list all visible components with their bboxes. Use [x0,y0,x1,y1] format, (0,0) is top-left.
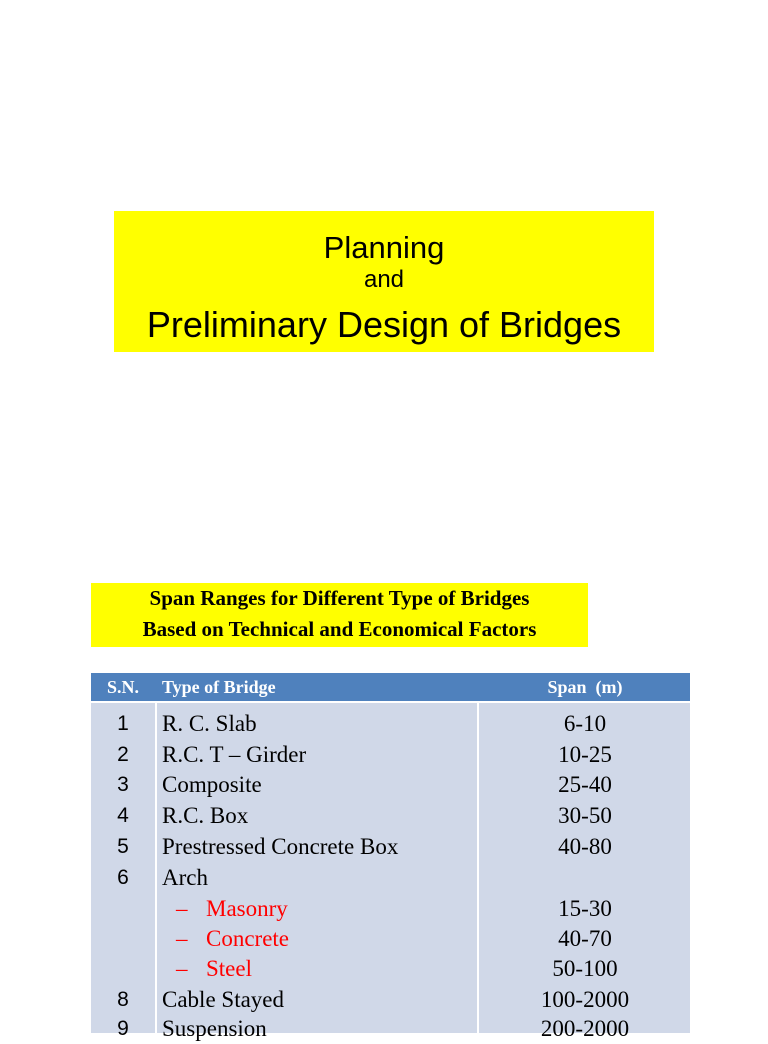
row-sn: 3 [117,773,129,796]
row-type: R.C. T – Girder [162,742,307,767]
caption-line-2: Based on Technical and Economical Factors [142,617,537,641]
row-span: 40-70 [558,926,612,951]
table-row [91,739,690,770]
row-span: 50-100 [552,956,618,981]
row-type [176,923,289,954]
row-type: Arch [162,865,208,890]
row-type: Composite [162,772,262,797]
table-row [91,800,690,831]
dash-bullet: – [176,956,188,981]
header-type: Type of Bridge [162,677,276,697]
row-sn: 6 [117,866,129,889]
row-sn: 9 [117,1017,129,1040]
row-sn: 8 [117,988,129,1011]
title-preliminary-design: Preliminary Design of Bridges [146,304,622,345]
table-header [91,673,690,703]
table-row [91,708,690,739]
row-type [176,953,252,984]
title-banner [114,211,654,352]
row-type: R. C. Slab [162,711,257,736]
row-type: Cable Stayed [162,987,284,1012]
title-planning: Planning [323,230,445,265]
row-span: 15-30 [558,896,612,921]
title-and: and [363,266,405,293]
row-sn: 5 [117,835,129,858]
dash-bullet: – [176,926,188,951]
row-sn: 4 [117,804,129,827]
row-span: 25-40 [558,772,612,797]
table-row [91,984,690,1015]
table-row [91,1013,690,1044]
row-span: 200-2000 [540,1016,630,1041]
row-span: 100-2000 [540,987,630,1012]
table-row [91,862,690,893]
dash-bullet: – [176,896,188,921]
row-type-label: Masonry [206,896,288,921]
table-caption [91,583,588,647]
header-sn: S.N. [106,677,139,697]
span-ranges-table [91,673,690,1041]
caption-line-1: Span Ranges for Different Type of Bridges [149,586,530,610]
table-row [91,769,690,800]
table-row [91,953,690,984]
row-type [176,893,288,924]
table-row [91,831,690,862]
row-span: 30-50 [558,803,612,828]
row-sn: 1 [117,712,129,735]
row-type: R.C. Box [162,803,249,828]
header-span: Span (m) [547,677,623,697]
row-type: Suspension [162,1016,267,1041]
row-span: 40-80 [558,834,612,859]
row-type-label: Steel [206,956,252,981]
row-span: 6-10 [563,711,607,736]
row-span: 10-25 [558,742,612,767]
row-type: Prestressed Concrete Box [162,834,399,859]
row-sn: 2 [117,743,129,766]
row-type-label: Concrete [206,926,290,951]
table-row [91,923,690,954]
table-row [91,893,690,924]
